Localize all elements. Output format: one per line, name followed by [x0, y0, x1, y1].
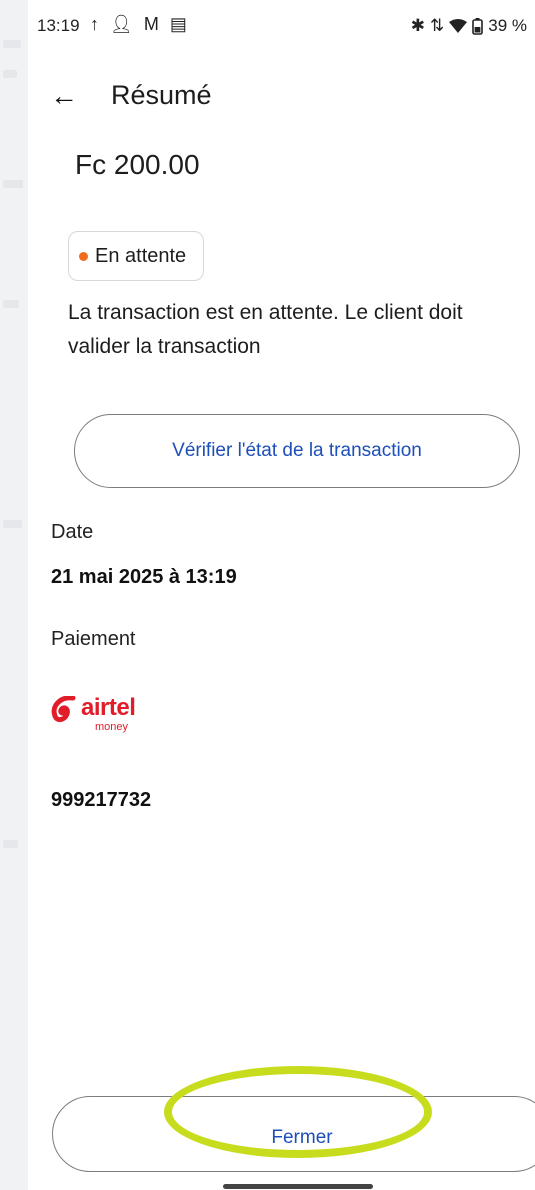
wifi-icon [449, 19, 467, 33]
data-arrows-icon: ⇅ [430, 16, 445, 35]
app-bar [28, 72, 535, 124]
transaction-amount: Fc 200.00 [75, 149, 200, 180]
gesture-bar [223, 1184, 373, 1189]
back-arrow-icon[interactable]: ← [50, 80, 78, 111]
status-dot-icon [79, 252, 88, 261]
battery-icon [472, 18, 483, 35]
person-icon: 👤︎ [110, 14, 133, 34]
close-button-label: Fermer [271, 1127, 333, 1148]
payment-label: Paiement [51, 628, 136, 650]
transaction-summary-screen [28, 0, 535, 1190]
status-description: La transaction est en attente. Le client doit valider la transaction [68, 301, 463, 358]
verify-transaction-button[interactable] [74, 414, 520, 488]
page-title: Résumé [111, 80, 212, 110]
status-badge-label: En attente [95, 244, 187, 267]
background-app-edge [0, 0, 28, 1190]
status-time: 13:19 [37, 16, 80, 35]
status-badge [68, 231, 204, 281]
airtel-swirl-icon [51, 696, 81, 724]
gmail-icon: M [143, 14, 159, 34]
phone-number: 999217732 [51, 789, 152, 811]
logo-subtext: money [95, 721, 129, 733]
date-value: 21 mai 2025 à 13:19 [51, 566, 237, 588]
notification-icons [90, 14, 187, 35]
calendar-icon: ▤ [169, 14, 187, 34]
date-label: Date [51, 521, 94, 543]
system-icons [411, 16, 527, 36]
status-bar [28, 0, 535, 56]
airtel-money-logo [51, 694, 171, 742]
upload-icon: ↑ [90, 14, 99, 34]
bluetooth-icon: ✱ [410, 16, 425, 35]
battery-percentage: 39 % [488, 16, 527, 35]
verify-transaction-label: Vérifier l'état de la transaction [172, 440, 422, 461]
close-button[interactable] [52, 1096, 535, 1172]
logo-wordmark: airtel [81, 694, 136, 721]
